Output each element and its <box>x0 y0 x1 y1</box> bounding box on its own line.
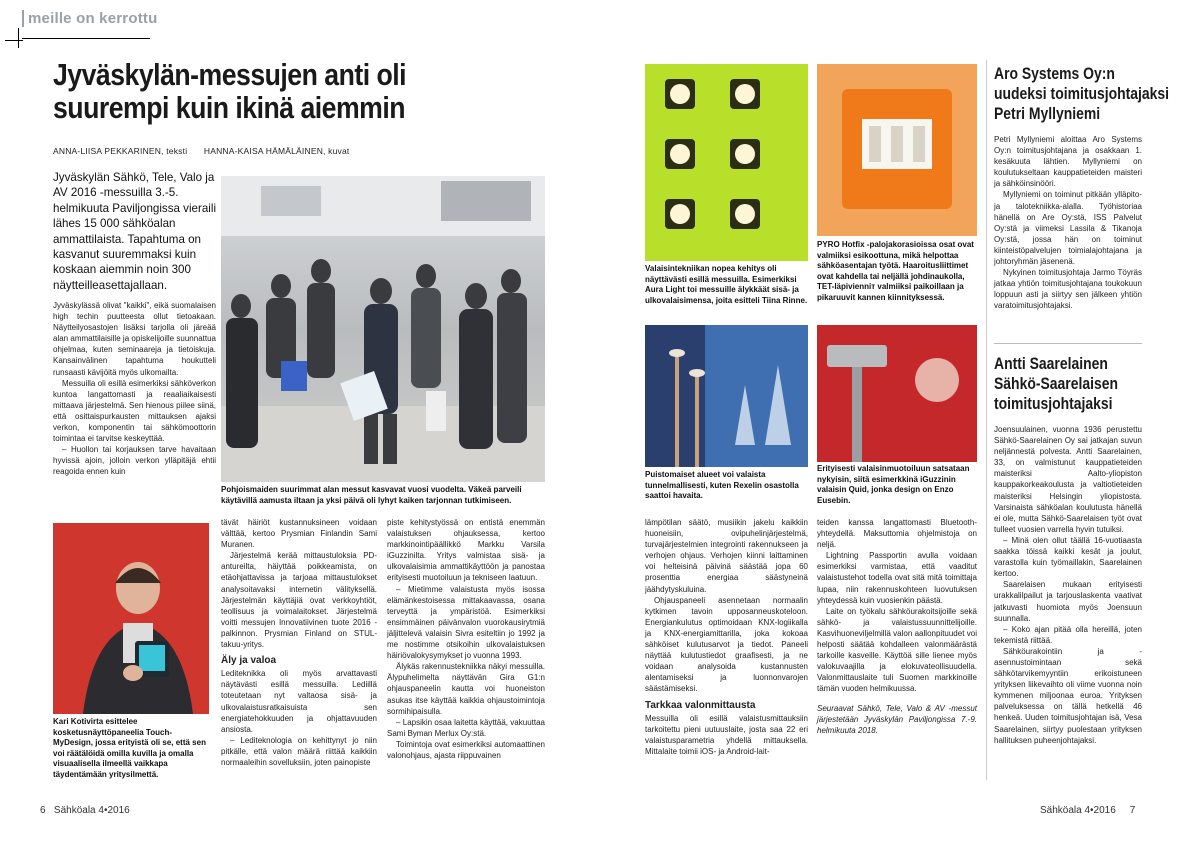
caption-green-photo: Valaisintekniikan nopea kehitys oli näyttävästi esillä messuilla. Esimerkiksi Aura Light toi messuille älykkäät sisä- ja ulkovalaisimensa, joita esitteli Tiina Rinne. <box>645 264 808 305</box>
paragraph: – Lapsikin osaa laitetta käyttää, vakuuttaa Sami Byman Merlux Oy:stä. <box>387 717 545 738</box>
folio-left <box>40 805 130 816</box>
paragraph: Joensuulainen, vuonna 1936 perustettu Sähkö-Saarelainen Oy sai jatkajan suvun neljännestä polvesta. Antti Saarelainen, 33, on valmistunut kauppatieteiden maisteriksi Aalto-yliopiston kauppakorkeakoulusta ja valtiotieteiden maisteriksi Helsingin yliopistosta. Varsinaista sähköalan koulutusta hänellä ei ole, mutta Sähkö-Saarelaisen työt ovat tulleet vuosien varrella hyvin tutuiksi. <box>994 425 1142 534</box>
paragraph: Messuilla oli esillä valaistusmittauksiin tarkoitettu pieni uutuuslaite, josta saa 22 eri valaistusparametria yhdellä mittauksella. Mittalaite toimii iOS- ja Android-lait- <box>645 713 808 756</box>
photo-credit: HANNA-KAISA HÄMÄLÄINEN, kuvat <box>203 146 350 156</box>
crop-mark-horizontal <box>5 40 23 41</box>
paragraph: – Lediteknologia on kehittynyt jo niin pitkälle, että valon määrä riittää kaikkiin normaaleihin sovelluksiin, joten painopiste <box>221 735 377 767</box>
side2-title-line: Sähkö-Saarelaisen <box>994 374 1118 393</box>
side1-title-line: Aro Systems Oy:n <box>994 64 1115 83</box>
body-column-2 <box>221 517 377 768</box>
side2-title <box>994 354 1118 414</box>
byline <box>53 146 363 156</box>
side1-body <box>994 134 1142 312</box>
paragraph: Ohjauspaneeli asennetaan normaalin kytkimen tavoin upposanneuskoteloon. Energiankulutus optimoidaan KNX-logiikalla ja KNX-energiamittarilla, joka kokoaa sähköiset kulutusarvot ja tiedot. Paneeli näyttää kulutustiedot graafisesti, ja ne voidaan analysoida kustannusten alentamiseksi ja luonnonvarojen säästämiseksi. <box>645 595 808 694</box>
body-column-4 <box>645 517 808 757</box>
caption-main-photo: Pohjoismaiden suurimmat alan messut kasvavat vuosi vuodelta. Väkeä parveili käytävillä aamusta iltaan ja yksi päivä oli lyhyt kaiken tarjonnan tutkimiseen. <box>221 485 522 505</box>
paragraph: Lediteknikka oli myös arvattavasti näytävästi esillä messuilla. Lediillä toteutetaan nyt valtaosa sisä- ja ulkovalaistusratkaisuista sen energiatehokkuuden ja ohjattavuuden ansiosta. <box>221 669 377 734</box>
side1-title-line: Petri Myllyniemi <box>994 104 1101 123</box>
side2-title-line: Antti Saarelainen <box>994 354 1108 373</box>
side1-title <box>994 64 1169 124</box>
subheading-aly-ja-valoa: Äly ja valoa <box>221 655 277 667</box>
caption-portrait: Kari Kotivirta esittelee kosketusnäyttöpaneelia Touch-MyDesign, jossa erityistä oli se, että sen voi räätälöidä omilla kuvilla ja omalla visuaalisella ilmeellä vaikkapa täydentämään yritysilmettä. <box>53 717 206 779</box>
side2-title-line: toimitusjohtajaksi <box>994 394 1113 413</box>
folio-right <box>1040 805 1135 816</box>
photo-portrait <box>53 523 209 714</box>
photo-green-lights <box>645 64 808 261</box>
article-title-line-2: suurempi kuin ikinä aiemmin <box>53 90 406 125</box>
paragraph: – Minä olen ollut täällä 16-vuotiaasta saakka töissä kaikki kesät ja joulut, varastolla kuin työmaillakin, Saarelainen kertoo. <box>994 535 1142 579</box>
paragraph: Messuilla oli esillä esimerkiksi sähköverkon kuntoa langattomasti ja reaaliaikaisesti mittaava järjestelmä. Sen hienous piilee siinä, että osittaispurkausten mittauksen ajaksi verkon, komponentin tai sähkömoottorin toimintaa ei tarvitse keskeyttää. <box>53 378 216 444</box>
paragraph: Järjestelmä kerää mittaustuloksia PD-antureilta, häiyttää poikkeamista, on etäohjattavissa ja tarjoaa mittaustulokset analysoitavaksi internetin välityksellä. Järjestelmän käyttäjiä ovat verkkoyhtiöt, teollisuus ja voimalaitokset. Järjestelmä voitti messujen Innovatiivinen tuote 2016 -palkinnon. Prysmian Finland on STUL-takuu-yritys. <box>221 551 377 650</box>
side1-title-line: uudeksi toimitusjohtajaksi <box>994 84 1170 103</box>
body-column-3 <box>387 517 545 761</box>
paragraph: – Mietimme valaistusta myös isossa elämänkestoisessa mittakaavassa, osana terveyttä ja ympäristöä. Esimerkiksi ensimmäinen päivänvalon vuorokausirytmiä jäljittelevä valaisin Sivra esiteltiin jo 1992 ja me nostimme otsikoihin ulkovalaistuksen häiriövalokysymykset jo vuonna 1993. <box>387 584 545 661</box>
paragraph: Sähköurakointiin ja -asennustoimintaan sekä sähkötarvikemyyntiin erikoistuneen yrityksen liikevaihto oli viime vuonna noin kymmenen miljoonaa euroa. Yrityksen palveluksessa on tällä hetkellä 46 henkeä. Uuden toimitusjohtajan isä, Vesa Saarelainen, siirtyy puolestaan yrityksen hallituksen puheenjohtajaksi. <box>994 646 1142 745</box>
paragraph: lämpötilan säätö, musiikin jakelu kaikkiin huoneisiin, ovipuhelinjärjestelmä, turvajärjestelmien integrointi rakennukseen ja verhojen ohjaus. Verhojen kiinni laittaminen voi helteisinä päivinä säästää jopa 60 prosenttia energiaa säästyneinä jäähdytyskuluina. <box>645 518 808 594</box>
article-lead: Jyväskylän Sähkö, Tele, Valo ja AV 2016 -messuilla 3.-5. helmikuuta Paviljongissa vieraili lähes 15 000 sähköalan ammattilaista. Tapahtuma on kasvanut suuremmaksi kuin koskaan aiemmin noin 300 näytteilleasettajallaan. <box>53 171 217 292</box>
paragraph: teiden kanssa langattomasti Bluetooth-yhteydellä. Maksuttomia ohjelmistoja on neljä. <box>817 518 977 550</box>
caption-orange-photo: PYRO Hotfix -palojakorasioissa osat ovat valmiiksi esikoottuna, mikä helpottaa sähköasentajan työtä. Haaroitusliittimet ovat kahdella tai neljällä johdinaukolla, TET-läpivienniт valmiiksi paikoillaan ja pikaruuvit kannen kiinnityksessä. <box>817 240 974 302</box>
paragraph: Myllyniemi on toiminut pitkään ylläpito- ja talotekniikka-alalla. Työhistoriaa hänellä on Are Oy:stä, ISS Palvelut Oy:stä ja viimeksi Lassila & Tikanoja Oy:stä, jossa hän on toiminut kiinteistöpalvelujen toimialajohtajana ja johtoryhmän jäsenenä. <box>994 190 1142 267</box>
caption-blue-photo: Puistomaiset alueet voi valaista tunnelmallisesti, kuten Rexelin osastolla saattoi havaita. <box>645 470 799 500</box>
magazine-issue-right: Sähköala 4•2016 <box>1040 805 1116 816</box>
body-column-1 <box>53 300 216 478</box>
photo-orange-box <box>817 64 977 236</box>
paragraph: Lightning Passportin avulla voidaan esimerkiksi varmistaa, että vaaditut valaistustehot todella ovat sitä mitä toimittaja lupaa, niin rakennuskohteen luovutuksen yhteydessä kuin vuosienkin päästä. <box>817 551 977 605</box>
paragraph: Petri Myllyniemi aloittaa Aro Systems Oy:n toimitusjohtajana ja osakkaan 1. kesäkuuta lähtien. Myllyniemi on koulutukseltaan kauppatieteiden maisteri ja sähköinsinööri. <box>994 135 1142 189</box>
crop-mark-vertical <box>18 28 19 48</box>
page-number-left: 6 <box>40 805 46 816</box>
photo-crowd <box>221 176 545 482</box>
endnote: Seuraavat Sähkö, Tele, Valo & AV -messut järjestetään Jyväskylän Paviljongissa 7.-9. helmikuuta 2018. <box>817 703 977 735</box>
paragraph: Laite on työkalu sähköurakoitsijoille sekä sähkö- ja valaistussuunnittelijoille. Kasvihuoneviljelmillä valon aallonpituudet voi helposti säätää kohdalleen valonmäärästä tarkoille kasveille. Käyttöä sille lienee myös valokuvaajilla ja elokuvateollisuudella. Valonmittauslaite tuli Suomen markkinoille tämän vuoden helmikuussa. <box>817 606 977 694</box>
author-credit: ANNA-LIISA PEKKARINEN, teksti <box>53 146 188 156</box>
sidebar-divider <box>994 343 1142 344</box>
photo-blue-park <box>645 325 808 467</box>
subheading-tarkkaa-valonmittausta: Tarkkaa valonmittausta <box>645 699 756 711</box>
magazine-issue-left: Sähköala 4•2016 <box>53 805 130 816</box>
paragraph: Saarelaisen mukaan erityisesti urakkalilpailut ja tarjouslaskenta vaativat jatkuvasti huomiota myös Joensuun suunnalla. <box>994 580 1142 623</box>
paragraph: piste kehitystyössä on entistä enemmän valaistuksen ohjauksessa, kertoo markkinointipäällikkö Markku Varsila iGuzzinilta. Yritys valmistaa sisä- ja ulkovalaisimia ammattikäyttöön ja panostaa erityisesti muotoiluun ja tekniseen laatuun. <box>387 518 545 583</box>
paragraph: Älykäs rakennustekniikka näkyi messuilla. Älypuhelimelta näyttävän Gira G1:n ohjauspaneelin kautta voi huoneiston asukas itse käyttää kaikkia ohjaustoimintoja sormihipaisulla. <box>387 662 545 716</box>
photo-red-lamp <box>817 325 977 462</box>
paragraph: Toimintoja ovat esimerkiksi automaattinen valonohjaus, ajasta riippuvainen <box>387 739 545 760</box>
paragraph: Nykyinen toimitusjohtaja Jarmo Töyräs jatkaa yhtiön toimitusjohtajana toukokuun loppuun asti ja siirtyy sen jälkeen yhtiön varatoimitusjohtajaksi. <box>994 268 1142 311</box>
body-column-5 <box>817 517 977 736</box>
page-number-right: 7 <box>1129 805 1136 816</box>
paragraph: – Huollon tai korjauksen tarve havaitaan hyvissä ajoin, jolloin verkon ylläpitäjä ehtii reagoida ennen kuin <box>53 445 216 477</box>
side2-body <box>994 424 1142 746</box>
paragraph: tävät häiriöt kustannuksineen voidaan välttää, kertoo Prysmian Finlandin Sami Muranen. <box>221 518 377 550</box>
article-title-line-1: Jyväskylän-messujen anti oli <box>53 57 407 92</box>
article-title <box>53 57 407 125</box>
section-label: meille on kerrottu <box>22 10 158 27</box>
section-rule <box>22 38 150 39</box>
caption-red-photo: Erityisesti valaisinmuotoiluun satsataan nykyisin, siitä esimerkkinä iGuzzinin valaisin Quid, jonka design on Enzo Eusebin. <box>817 464 970 505</box>
paragraph: Jyväskylässä olivat "kaikki", eikä suomalaisen high techin puutteesta ollut tietoakaan. Näytteilyosastojen lisäksi tarjolla oli järeää alan ammattilaisille ja opiskelijoille suunnattua ohjelmaa, kuten seminaareja ja tietoiskuja. Kansainvälinen tapahtuma houkutteli runsaasti kävijöitä myös ulkomailta. <box>53 301 216 377</box>
column-divider <box>986 60 987 780</box>
paragraph: – Koko ajan pitää olla hereillä, joten tekemistä riittää. <box>994 624 1142 645</box>
